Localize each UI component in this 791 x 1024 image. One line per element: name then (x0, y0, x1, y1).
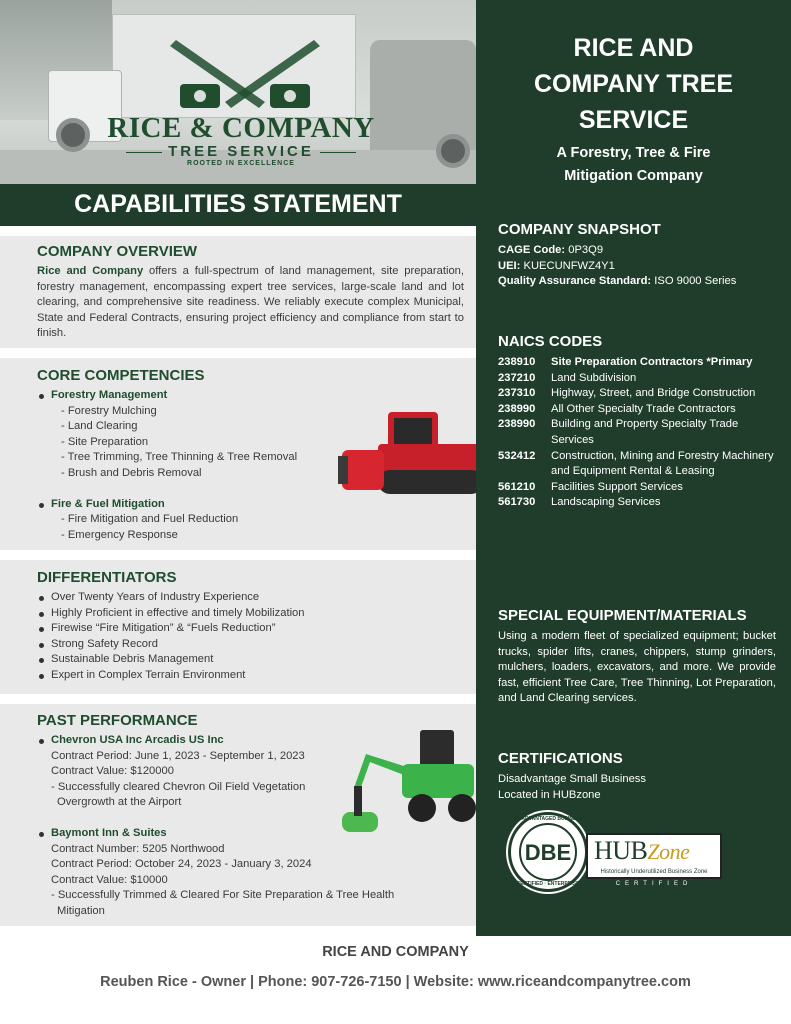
dbe-badge-text: DBE (519, 823, 577, 881)
differentiator-item: Expert in Complex Terrain Environment (37, 668, 464, 684)
naics-desc: Facilities Support Services (551, 480, 683, 493)
naics-desc: Highway, Street, and Bridge Construction (551, 387, 756, 400)
uei-label: UEI: (498, 259, 521, 272)
naics-row (498, 386, 778, 402)
core-item: - Tree Trimming, Tree Thinning & Tree Removal (61, 451, 298, 464)
naics-row (498, 371, 778, 387)
naics-heading: NAICS CODES (498, 333, 603, 350)
hub-text: HUB (594, 836, 648, 865)
logo-wordmark: RICE & COMPANY (107, 112, 375, 144)
footer-contact: Reuben Rice - Owner | Phone: 907-726-7150 | Website: www.riceandcompanytree.com (100, 974, 691, 990)
uei-value: KUECUNFWZ4Y1 (520, 259, 615, 272)
naics-desc: All Other Specialty Trade Contractors (551, 402, 736, 415)
project-line: Contract Value: $120000 (51, 765, 174, 778)
uei (498, 259, 776, 275)
cage-code (498, 243, 776, 259)
company-subtitle-line: A Forestry, Tree & Fire (556, 145, 711, 161)
company-title-line: COMPANY TREE (533, 70, 734, 98)
differentiator-item: Over Twenty Years of Industry Experience (37, 590, 464, 606)
forestry-mulcher-image (338, 404, 488, 504)
hubzone-word (594, 836, 689, 866)
hubzone-caption: Historically Underutilized Business Zone (600, 869, 708, 875)
company-title-line: SERVICE (578, 106, 689, 134)
overview-lead: Rice and Company (37, 265, 144, 277)
truck-wheel (56, 118, 90, 152)
naics-row (498, 449, 778, 480)
naics-row (498, 417, 778, 448)
naics-desc: Construction, Mining and Forestry Machinery and Equipment Rental & Leasing (551, 449, 774, 478)
dbe-badge-icon (508, 812, 588, 892)
chipper-wheel (436, 134, 470, 168)
core-item: - Brush and Debris Removal (61, 466, 202, 479)
company-title-line: RICE AND (573, 34, 694, 62)
naics-code: 532412 (498, 449, 536, 462)
naics-table (498, 355, 778, 511)
project-line: Contract Period: October 24, 2023 - January 3, 2024 (51, 858, 312, 871)
naics-row (498, 402, 778, 418)
hubzone-box (586, 833, 722, 879)
naics-desc: Building and Property Specialty Trade Services (551, 418, 739, 446)
naics-code: 237310 (498, 387, 536, 400)
hero-photo (0, 0, 476, 184)
naics-row (498, 480, 778, 496)
project-note: Mitigation (57, 904, 105, 917)
dbe-ring-bottom: CERTIFIED · ENTERPRISE (516, 881, 580, 887)
project-note: - Successfully Trimmed & Cleared For Site Preparation & Tree Health (51, 889, 395, 902)
core-item: - Fire Mitigation and Fuel Reduction (61, 513, 239, 526)
core-group-title: Fire & Fuel Mitigation (37, 497, 464, 513)
project-title: Baymont Inn & Suites (37, 826, 464, 842)
naics-code: 237210 (498, 371, 536, 384)
company-title (476, 30, 791, 138)
dbe-certified-text: CERTIFIED (516, 881, 543, 887)
project-line: Contract Period: June 1, 2023 - September 1, 2023 (51, 749, 305, 762)
overview-heading: COMPANY OVERVIEW (37, 243, 198, 260)
zone-text: Zone (647, 839, 690, 864)
logo-subtitle-text: TREE SERVICE (168, 143, 314, 160)
naics-code: 561730 (498, 496, 536, 509)
differentiator-item: Sustainable Debris Management (37, 652, 464, 668)
overview-section (0, 236, 476, 348)
cage-value: 0P3Q9 (565, 244, 604, 256)
certification-line: Disadvantage Small Business (498, 773, 646, 785)
core-heading: CORE COMPETENCIES (37, 367, 205, 384)
capabilities-title: CAPABILITIES STATEMENT (0, 184, 476, 226)
differentiators-heading: DIFFERENTIATORS (37, 569, 177, 586)
overview-text (37, 264, 464, 342)
certification-line: Located in HUBzone (498, 788, 601, 801)
naics-code: 238990 (498, 402, 536, 415)
core-item: - Land Clearing (61, 420, 138, 433)
project-line: Contract Value: $10000 (51, 873, 168, 886)
hubzone-badge-icon (586, 833, 722, 891)
green-loader-image (330, 724, 476, 844)
project-note: - Successfully cleared Chevron Oil Field Vegetation (51, 780, 306, 793)
footer (0, 936, 791, 1024)
core-item: - Emergency Response (61, 528, 178, 541)
company-subtitle-line: Mitigation Company (564, 168, 703, 184)
logo-tagline: ROOTED IN EXCELLENCE (187, 160, 295, 167)
snapshot-heading: COMPANY SNAPSHOT (498, 221, 661, 238)
cage-label: CAGE Code: (498, 244, 566, 256)
snapshot-details (498, 243, 776, 290)
naics-code: 238990 (498, 418, 536, 431)
special-heading: SPECIAL EQUIPMENT/MATERIALS (498, 607, 747, 624)
overview-body: offers a full-spectrum of land management, site preparation, forestry management, encompassing expert tree services, large-scale land and lot clearing, and comprehensive site readiness. We reliably execute complex Municipal, State and Federal Contracts, ensuring project efficiency and compliance from start to finish. (37, 265, 464, 340)
naics-row (498, 355, 778, 371)
differentiators-section (0, 560, 476, 694)
project-title: Chevron USA Inc Arcadis US Inc (37, 733, 464, 749)
qa-value: ISO 9000 Series (651, 275, 737, 288)
certifications-list (498, 772, 776, 803)
differentiator-item: Strong Safety Record (37, 637, 464, 653)
naics-desc: Land Subdivision (551, 371, 637, 384)
certifications-heading: CERTIFICATIONS (498, 750, 623, 767)
chainsaw-logo-icon (160, 32, 330, 116)
differentiator-item: Highly Proficient in effective and timely Mobilization (37, 606, 464, 622)
hubzone-certified: CERTIFIED (615, 881, 693, 887)
naics-desc: Landscaping Services (551, 496, 661, 509)
dbe-ring-top: DISADVANTAGED BUSINESS (513, 816, 583, 822)
naics-row (498, 495, 778, 511)
project-note: Overgrowth at the Airport (57, 796, 182, 809)
naics-code: 561210 (498, 480, 536, 493)
core-group-title: Forestry Management (37, 388, 464, 404)
differentiators-list (37, 590, 464, 684)
differentiator-item: Firewise “Fire Mitigation” & “Fuels Reduction” (37, 621, 464, 637)
core-group-1 (37, 388, 464, 404)
core-item: - Site Preparation (61, 435, 149, 448)
past-heading: PAST PERFORMANCE (37, 712, 198, 729)
qa-standard (498, 274, 776, 290)
company-subtitle (476, 142, 791, 188)
naics-code: 238910 (498, 356, 536, 368)
footer-company: RICE AND COMPANY (322, 944, 469, 960)
qa-label: Quality Assurance Standard: (498, 275, 652, 288)
naics-desc: Site Preparation Contractors *Primary (551, 356, 753, 368)
special-text: Using a modern fleet of specialized equipment; bucket trucks, spider lifts, cranes, chippers, stump grinders, mulchers, loaders, excavators, and more. We provide fast, efficient Tree Care, Tree Thinning, Lot Preparation, and Land Clearing services. (498, 630, 776, 705)
logo-subtitle (112, 143, 370, 160)
dbe-enterprise-text: ENTERPRISE (547, 881, 580, 887)
project-line: Contract Number: 5205 Northwood (51, 842, 225, 855)
core-item: - Forestry Mulching (61, 404, 157, 417)
